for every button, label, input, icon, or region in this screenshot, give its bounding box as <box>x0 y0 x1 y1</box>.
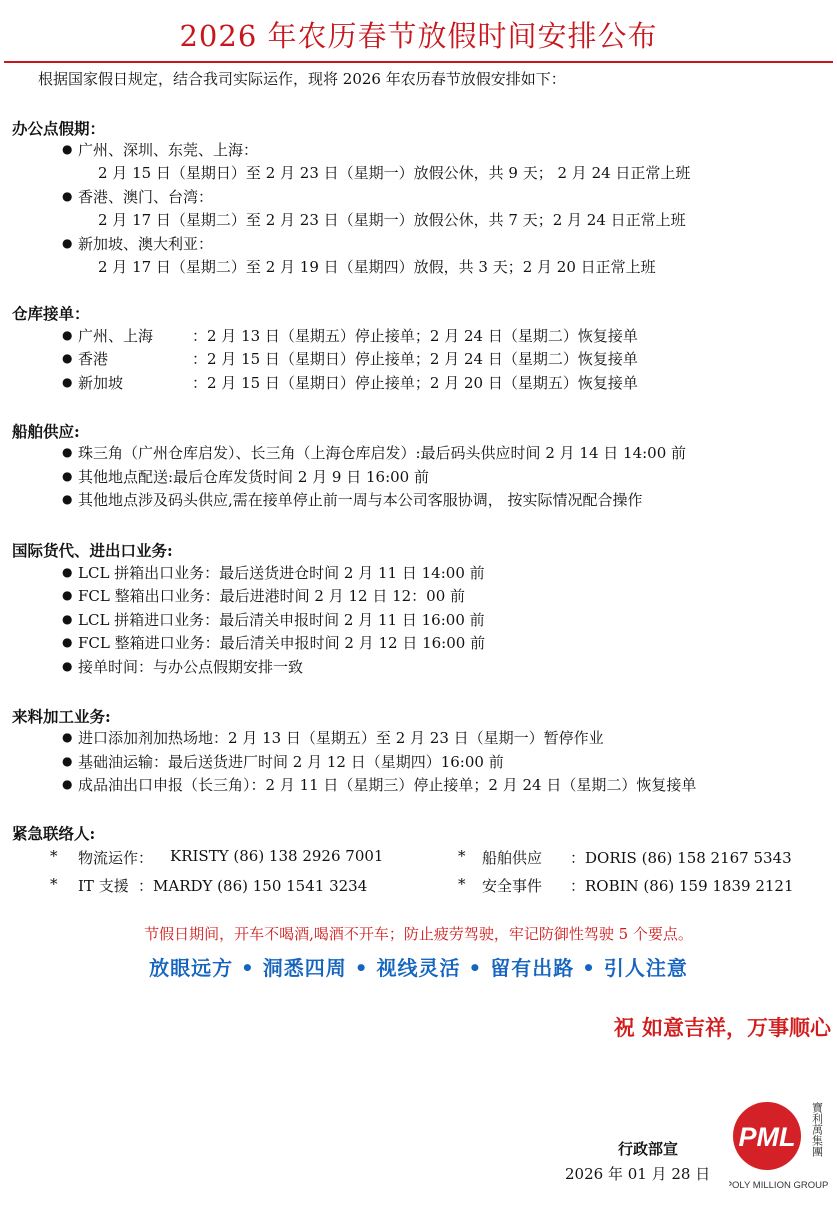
bullet-icon: ● <box>62 754 73 768</box>
bullet-icon: ● <box>62 565 73 579</box>
ship-item-3: 其他地点涉及码头供应,需在接单停止前一周与本公司客服协调， 按实际情况配合操作 <box>78 491 643 509</box>
bullet-icon: ● <box>62 612 73 626</box>
freight-item-5: 接单时间：与办公点假期安排一致 <box>78 658 304 676</box>
bullet-icon: ● <box>62 375 73 389</box>
bullet-icon: ● <box>62 445 73 459</box>
processing-item-2: 基础油运输：最后送货进厂时间 2 月 12 日（星期四）16:00 前 <box>78 753 504 771</box>
contact-info-4: ：ROBIN (86) 159 1839 2121 <box>570 877 794 895</box>
office-detail-3: 2 月 17 日（星期二）至 2 月 19 日（星期四）放假，共 3 天；2 月 20 日正常上班 <box>98 258 656 276</box>
star-icon: * <box>458 847 466 865</box>
warehouse-detail-1: ：2 月 13 日（星期五）停止接单；2 月 24 日（星期二）恢复接单 <box>192 327 638 345</box>
freight-item-4: FCL 整箱进口业务：最后清关申报时间 2 月 12 日 16:00 前 <box>78 634 486 652</box>
title-divider <box>4 61 833 63</box>
contact-info-2: ：DORIS (86) 158 2167 5343 <box>570 849 792 867</box>
logo-english-name: POLY MILLION GROUP <box>729 1180 829 1190</box>
bullet-icon: ● <box>62 730 73 744</box>
issuing-department: 行政部宣 <box>618 1140 679 1158</box>
office-detail-2: 2 月 17 日（星期二）至 2 月 23 日（星期一）放假公休，共 7 天；2 月 24 日正常上班 <box>98 211 686 229</box>
office-region-3: 新加坡、澳大利亚： <box>78 235 214 253</box>
bullet-icon: ● <box>62 492 73 506</box>
bullet-icon: ● <box>62 351 73 365</box>
office-region-1: 广州、深圳、东莞、上海： <box>78 141 259 159</box>
freight-item-3: LCL 拼箱进口业务：最后清关申报时间 2 月 11 日 16:00 前 <box>78 611 485 629</box>
logo-mark: PML <box>738 1122 796 1152</box>
office-heading: 办公点假期： <box>12 119 106 138</box>
bullet-icon: ● <box>62 777 73 791</box>
processing-item-3: 成品油出口申报（长三角）：2 月 11 日（星期三）停止接单；2 月 24 日（星期二）恢复接单 <box>78 776 697 794</box>
safety-slogan: 放眼远方 • 洞悉四周 • 视线灵活 • 留有出路 • 引人注意 <box>149 956 688 980</box>
bullet-icon: ● <box>62 588 73 602</box>
processing-heading: 来料加工业务: <box>12 707 111 726</box>
ship-item-1: 珠三角（广州仓库启发）、长三角（上海仓库启发）:最后码头供应时间 2 月 14 日 14:00 前 <box>78 444 687 462</box>
warehouse-region-3: 新加坡 <box>78 374 124 392</box>
star-icon: * <box>50 847 58 865</box>
contact-role-3: IT 支援 <box>78 877 129 895</box>
freight-heading: 国际货代、进出口业务: <box>12 541 173 560</box>
logo-chinese-name: 寶利萬集團 <box>810 1102 824 1157</box>
bullet-icon: ● <box>62 328 73 342</box>
office-detail-1: 2 月 15 日（星期日）至 2 月 23 日（星期一）放假公休，共 9 天； 2 月 24 日正常上班 <box>98 164 691 182</box>
pml-logo <box>729 1098 829 1190</box>
contact-role-2: 船舶供应 <box>482 849 543 867</box>
bullet-icon: ● <box>62 142 73 156</box>
processing-item-1: 进口添加剂加热场地：2 月 13 日（星期五）至 2 月 23 日（星期一）暂停作业 <box>78 729 604 747</box>
issue-date: 2026 年 01 月 28 日 <box>565 1165 711 1183</box>
bullet-icon: ● <box>62 635 73 649</box>
bullet-icon: ● <box>62 236 73 250</box>
contact-info-3: ：MARDY (86) 150 1541 3234 <box>138 877 368 895</box>
ship-item-2: 其他地点配送:最后仓库发货时间 2 月 9 日 16:00 前 <box>78 468 429 486</box>
contact-role-4: 安全事件 <box>482 877 543 895</box>
star-icon: * <box>50 875 58 893</box>
warehouse-region-2: 香港 <box>78 350 109 368</box>
pml-logo-graphic <box>729 1098 829 1190</box>
warehouse-detail-2: ：2 月 15 日（星期日）停止接单；2 月 24 日（星期二）恢复接单 <box>192 350 638 368</box>
contact-role-1: 物流运作： <box>78 849 154 867</box>
ship-heading: 船舶供应: <box>12 422 80 441</box>
page-title: 2026 年农历春节放假时间安排公布 <box>179 19 658 53</box>
bullet-icon: ● <box>62 189 73 203</box>
office-region-2: 香港、澳门、台湾： <box>78 188 214 206</box>
holiday-blessing: 祝 如意吉祥，万事顺心 <box>613 1015 831 1040</box>
warehouse-heading: 仓库接单： <box>12 304 90 323</box>
contact-info-1: KRISTY (86) 138 2926 7001 <box>170 847 384 865</box>
safety-warning: 节假日期间，开车不喝酒,喝酒不开车；防止疲劳驾驶，牢记防御性驾驶 5 个要点。 <box>144 925 693 943</box>
bullet-icon: ● <box>62 659 73 673</box>
contacts-heading: 紧急联络人: <box>12 824 96 843</box>
warehouse-detail-3: ：2 月 15 日（星期日）停止接单；2 月 20 日（星期五）恢复接单 <box>192 374 638 392</box>
warehouse-region-1: 广州、上海 <box>78 327 154 345</box>
bullet-icon: ● <box>62 469 73 483</box>
intro-text: 根据国家假日规定，结合我司实际运作，现将 2026 年农历春节放假安排如下： <box>38 70 566 88</box>
star-icon: * <box>458 875 466 893</box>
freight-item-1: LCL 拼箱出口业务：最后送货进仓时间 2 月 11 日 14:00 前 <box>78 564 485 582</box>
freight-item-2: FCL 整箱出口业务：最后进港时间 2 月 12 日 12：00 前 <box>78 587 466 605</box>
